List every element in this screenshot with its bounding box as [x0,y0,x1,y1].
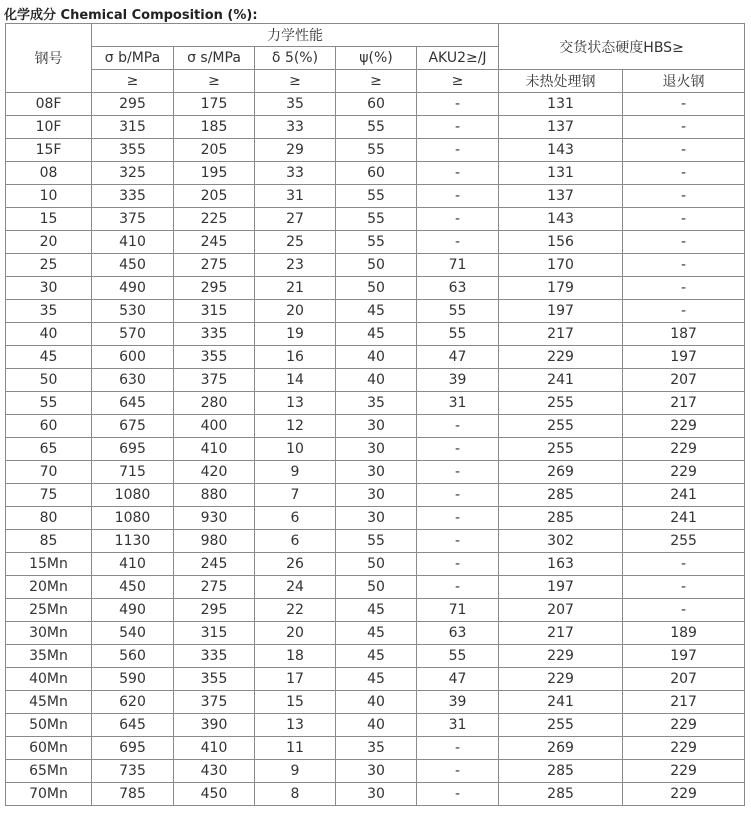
table-cell: 241 [499,691,623,714]
table-cell: 275 [174,254,255,277]
table-row [6,760,745,783]
table-cell: 785 [92,783,174,806]
table-row [6,185,745,208]
table-row [6,369,745,392]
header-ge: ≥ [417,70,499,93]
table-cell: 295 [174,277,255,300]
table-cell: 295 [174,599,255,622]
table-cell: 08F [6,93,92,116]
table-cell: 179 [499,277,623,300]
table-cell: 15Mn [6,553,92,576]
table-cell: - [623,576,745,599]
table-cell: 570 [92,323,174,346]
table-cell: 229 [499,645,623,668]
table-cell: 375 [92,208,174,231]
table-cell: 1080 [92,507,174,530]
table-cell: 241 [499,369,623,392]
table-cell: 30 [6,277,92,300]
table-cell: 420 [174,461,255,484]
table-cell: 715 [92,461,174,484]
table-cell: 490 [92,599,174,622]
table-row [6,277,745,300]
table-cell: 20 [255,622,336,645]
table-row [6,553,745,576]
table-cell: 675 [92,415,174,438]
table-cell: 65Mn [6,760,92,783]
table-cell: 229 [499,346,623,369]
table-cell: 63 [417,622,499,645]
table-cell: 229 [499,668,623,691]
table-row [6,530,745,553]
header-ge: ≥ [92,70,174,93]
table-cell: 400 [174,415,255,438]
table-cell: 197 [499,300,623,323]
table-cell: 30 [336,507,417,530]
table-cell: 60 [6,415,92,438]
table-cell: - [623,116,745,139]
table-cell: 197 [623,645,745,668]
table-cell: 229 [623,737,745,760]
table-cell: 375 [174,691,255,714]
table-cell: - [623,553,745,576]
table-cell: 55 [336,116,417,139]
table-cell: 55 [336,139,417,162]
table-row [6,208,745,231]
table-cell: 17 [255,668,336,691]
table-cell: 280 [174,392,255,415]
table-cell: 35Mn [6,645,92,668]
table-cell: 21 [255,277,336,300]
table-cell: - [417,415,499,438]
table-cell: 295 [92,93,174,116]
table-cell: 25Mn [6,599,92,622]
table-cell: 60Mn [6,737,92,760]
table-cell: 217 [499,622,623,645]
table-cell: 55 [417,323,499,346]
table-cell: - [417,139,499,162]
table-cell: 410 [92,553,174,576]
table-cell: 335 [174,323,255,346]
table-cell: - [623,208,745,231]
table-cell: - [623,300,745,323]
table-row [6,392,745,415]
table-cell: 156 [499,231,623,254]
table-cell: 22 [255,599,336,622]
table-cell: 20 [6,231,92,254]
table-cell: - [623,254,745,277]
table-cell: 695 [92,438,174,461]
table-cell: 50 [6,369,92,392]
table-cell: 80 [6,507,92,530]
table-cell: 27 [255,208,336,231]
header-ge: ≥ [336,70,417,93]
table-cell: 24 [255,576,336,599]
table-cell: 217 [623,392,745,415]
table-cell: 65 [6,438,92,461]
table-cell: 55 [336,530,417,553]
table-row [6,714,745,737]
table-cell: 205 [174,139,255,162]
table-cell: 71 [417,599,499,622]
header-tensile: σ b/MPa [92,47,174,70]
table-cell: - [417,461,499,484]
table-cell: 30 [336,415,417,438]
table-cell: 930 [174,507,255,530]
table-cell: 335 [92,185,174,208]
table-cell: 31 [417,714,499,737]
table-row [6,645,745,668]
table-cell: 375 [174,369,255,392]
table-cell: - [623,139,745,162]
table-cell: 63 [417,277,499,300]
table-cell: 8 [255,783,336,806]
table-cell: 241 [623,507,745,530]
table-cell: 35 [336,392,417,415]
table-cell: 980 [174,530,255,553]
table-cell: 285 [499,484,623,507]
table-cell: 25 [255,231,336,254]
table-cell: 335 [174,645,255,668]
table-cell: 31 [417,392,499,415]
table-row [6,461,745,484]
table-cell: 315 [174,622,255,645]
table-cell: - [417,185,499,208]
table-cell: 40 [6,323,92,346]
table-cell: 620 [92,691,174,714]
table-cell: 35 [6,300,92,323]
table-cell: 50 [336,254,417,277]
table-cell: 30 [336,760,417,783]
table-cell: 390 [174,714,255,737]
table-cell: 6 [255,507,336,530]
table-cell: 410 [174,438,255,461]
table-cell: 325 [92,162,174,185]
table-cell: 39 [417,691,499,714]
table-cell: 45 [336,599,417,622]
table-cell: 450 [92,576,174,599]
table-cell: 217 [623,691,745,714]
table-cell: - [417,231,499,254]
table-cell: 25 [6,254,92,277]
table-row [6,668,745,691]
table-cell: - [417,507,499,530]
table-cell: 645 [92,714,174,737]
table-cell: 12 [255,415,336,438]
table-cell: 590 [92,668,174,691]
table-cell: 30Mn [6,622,92,645]
table-cell: 71 [417,254,499,277]
table-cell: - [417,576,499,599]
table-cell: 450 [174,783,255,806]
table-cell: 207 [623,668,745,691]
table-cell: 560 [92,645,174,668]
table-cell: 20Mn [6,576,92,599]
table-cell: 31 [255,185,336,208]
table-cell: 16 [255,346,336,369]
table-cell: 55 [336,208,417,231]
table-cell: 23 [255,254,336,277]
table-cell: - [623,277,745,300]
table-row [6,254,745,277]
table-cell: 207 [499,599,623,622]
table-row [6,346,745,369]
table-cell: 50 [336,277,417,300]
table-cell: 55 [6,392,92,415]
table-cell: 9 [255,760,336,783]
table-cell: 45 [336,668,417,691]
table-cell: - [623,599,745,622]
table-cell: 15F [6,139,92,162]
table-cell: 530 [92,300,174,323]
table-cell: 39 [417,369,499,392]
table-cell: 229 [623,415,745,438]
table-cell: 540 [92,622,174,645]
table-row [6,323,745,346]
table-cell: 60 [336,162,417,185]
table-cell: 131 [499,162,623,185]
table-cell: 9 [255,461,336,484]
table-cell: 13 [255,392,336,415]
table-cell: 35 [336,737,417,760]
table-cell: 70 [6,461,92,484]
table-cell: - [417,783,499,806]
table-cell: - [623,162,745,185]
table-cell: - [623,185,745,208]
table-cell: 137 [499,116,623,139]
header-grade: 钢号 [6,24,92,93]
table-cell: 45 [336,645,417,668]
table-cell: 450 [92,254,174,277]
table-body [6,93,745,806]
table-cell: 33 [255,162,336,185]
header-impact: AKU2≥/J [417,47,499,70]
table-cell: 55 [417,645,499,668]
table-cell: 45 [336,300,417,323]
table-cell: 137 [499,185,623,208]
table-cell: 11 [255,737,336,760]
table-cell: 695 [92,737,174,760]
table-cell: 10 [6,185,92,208]
table-cell: 1130 [92,530,174,553]
table-cell: - [417,438,499,461]
table-row [6,783,745,806]
table-cell: 245 [174,231,255,254]
table-cell: 630 [92,369,174,392]
header-ge: ≥ [174,70,255,93]
table-cell: - [417,737,499,760]
table-cell: 47 [417,668,499,691]
table-cell: 735 [92,760,174,783]
table-cell: 75 [6,484,92,507]
composition-table [5,23,745,806]
table-cell: 430 [174,760,255,783]
table-cell: 205 [174,185,255,208]
table-cell: 15 [6,208,92,231]
table-cell: 30 [336,484,417,507]
table-cell: 255 [499,415,623,438]
table-cell: 269 [499,461,623,484]
table-cell: 285 [499,783,623,806]
table-cell: - [417,760,499,783]
table-row [6,162,745,185]
table-cell: 30 [336,461,417,484]
table-cell: 189 [623,622,745,645]
table-cell: 255 [499,392,623,415]
page-title: 化学成分 Chemical Composition (%): [4,8,258,23]
table-cell: 45 [6,346,92,369]
table-row [6,507,745,530]
table-cell: 40 [336,369,417,392]
table-cell: 47 [417,346,499,369]
table-cell: 315 [174,300,255,323]
table-cell: 40 [336,714,417,737]
table-cell: 55 [336,231,417,254]
table-cell: 187 [623,323,745,346]
table-cell: 355 [174,346,255,369]
table-cell: 40 [336,346,417,369]
table-cell: 197 [623,346,745,369]
table-cell: 45 [336,323,417,346]
table-cell: 255 [499,714,623,737]
table-cell: - [417,208,499,231]
header-annealed: 退火钢 [623,70,745,93]
table-cell: 08 [6,162,92,185]
header-untreated: 未热处理钢 [499,70,623,93]
table-cell: - [623,231,745,254]
table-cell: 18 [255,645,336,668]
table-row [6,484,745,507]
table-cell: 40 [336,691,417,714]
table-cell: 229 [623,461,745,484]
table-row [6,116,745,139]
table-cell: 410 [92,231,174,254]
table-cell: 14 [255,369,336,392]
table-cell: 207 [623,369,745,392]
table-cell: 50 [336,576,417,599]
table-cell: 10F [6,116,92,139]
header-hardness: 交货状态硬度HBS≥ [499,24,745,70]
table-cell: 60 [336,93,417,116]
header-ge: ≥ [255,70,336,93]
table-cell: 275 [174,576,255,599]
table-cell: 410 [174,737,255,760]
table-row [6,415,745,438]
table-cell: 55 [417,300,499,323]
table-cell: 255 [499,438,623,461]
table-cell: 229 [623,438,745,461]
table-cell: 229 [623,714,745,737]
table-cell: 175 [174,93,255,116]
table-cell: 50 [336,553,417,576]
table-row [6,599,745,622]
table-cell: 217 [499,323,623,346]
table-cell: 229 [623,783,745,806]
table-cell: 143 [499,139,623,162]
table-cell: 1080 [92,484,174,507]
table-cell: 29 [255,139,336,162]
table-cell: 33 [255,116,336,139]
table-cell: 35 [255,93,336,116]
table-cell: 6 [255,530,336,553]
table-row [6,576,745,599]
table-cell: 225 [174,208,255,231]
table-cell: 195 [174,162,255,185]
table-cell: 40Mn [6,668,92,691]
table-row [6,438,745,461]
table-cell: 85 [6,530,92,553]
table-cell: 285 [499,760,623,783]
table-cell: 600 [92,346,174,369]
header-yield: σ s/MPa [174,47,255,70]
table-cell: 45Mn [6,691,92,714]
table-cell: 13 [255,714,336,737]
table-cell: - [623,93,745,116]
table-cell: 170 [499,254,623,277]
table-cell: 245 [174,553,255,576]
table-row [6,300,745,323]
table-cell: 30 [336,783,417,806]
table-cell: 255 [623,530,745,553]
table-cell: - [417,553,499,576]
table-cell: 45 [336,622,417,645]
table-cell: 55 [336,185,417,208]
table-cell: - [417,530,499,553]
table-cell: 355 [92,139,174,162]
table-cell: 70Mn [6,783,92,806]
table-cell: 10 [255,438,336,461]
table-cell: 50Mn [6,714,92,737]
table-row [6,691,745,714]
table-cell: 30 [336,438,417,461]
header-reduction: ψ(%) [336,47,417,70]
table-cell: 19 [255,323,336,346]
table-cell: 20 [255,300,336,323]
table-row [6,231,745,254]
table-cell: - [417,116,499,139]
table-row [6,93,745,116]
table-cell: - [417,93,499,116]
table-cell: 131 [499,93,623,116]
table-cell: 185 [174,116,255,139]
table-cell: 302 [499,530,623,553]
table-cell: - [417,162,499,185]
table-cell: 285 [499,507,623,530]
table-cell: 355 [174,668,255,691]
table-cell: 197 [499,576,623,599]
table-row [6,622,745,645]
table-cell: 26 [255,553,336,576]
table-cell: 880 [174,484,255,507]
table-cell: 163 [499,553,623,576]
table-cell: 645 [92,392,174,415]
table-cell: 7 [255,484,336,507]
table-cell: 241 [623,484,745,507]
table-cell: - [417,484,499,507]
table-cell: 490 [92,277,174,300]
table-cell: 229 [623,760,745,783]
header-mechanical: 力学性能 [92,24,499,47]
table-row [6,139,745,162]
table-cell: 269 [499,737,623,760]
table-cell: 143 [499,208,623,231]
table-row [6,737,745,760]
header-elongation: δ 5(%) [255,47,336,70]
table-cell: 15 [255,691,336,714]
table-cell: 315 [92,116,174,139]
